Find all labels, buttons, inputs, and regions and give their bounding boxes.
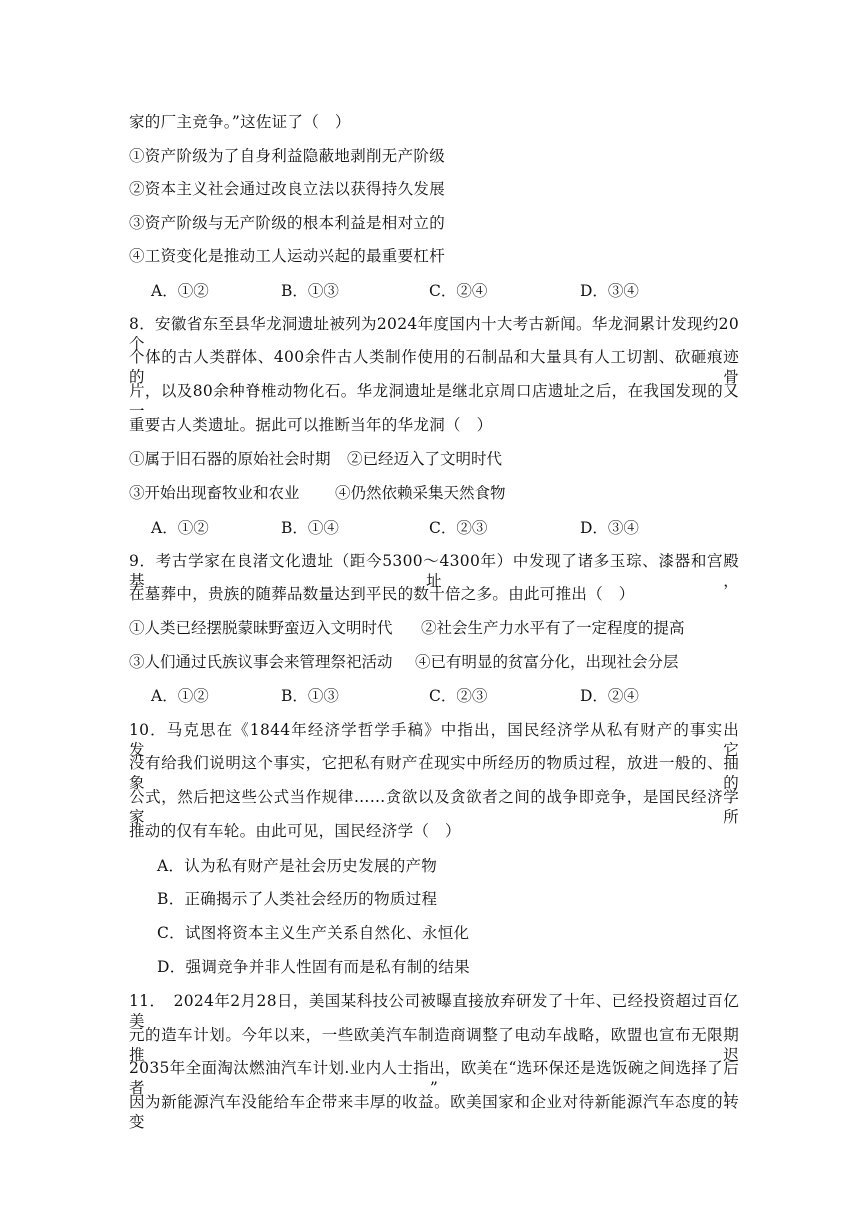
q10-option-d[interactable]: D．强调竞争并非人性固有而是私有制的结果 — [157, 958, 470, 976]
q7-option-d[interactable]: D．③④ — [580, 282, 639, 300]
q11-stem-line-4: 因为新能源汽车没能给车企带来丰厚的收益。欧美国家和企业对待新能源汽车态度的转变 — [129, 1093, 739, 1131]
q9-item-2: ②社会生产力水平有了一定程度的提高 — [421, 619, 685, 637]
q10-option-a[interactable]: A．认为私有财产是社会历史发展的产物 — [157, 857, 438, 875]
q8-options — [151, 518, 739, 538]
q9-option-c[interactable]: C．②③ — [429, 687, 488, 705]
q10-stem-line-3: 公式，然后把这些公式当作规律……贪欲以及贪欲者之间的战争即竞争，是国民经济学家所 — [129, 788, 739, 826]
q8-stem-line-1: 8．安徽省东至县华龙洞遗址被列为2024年度国内十大考古新闻。华龙洞累计发现约20个 — [129, 315, 739, 353]
q7-item-4: ④工资变化是推动工人运动兴起的最重要杠杆 — [129, 247, 446, 265]
q9-items-row-2 — [129, 652, 739, 672]
q9-option-a[interactable]: A．①② — [151, 687, 209, 705]
q8-stem-line-3: 片，以及80余种脊椎动物化石。华龙洞遗址是继北京周口店遗址之后，在我国发现的又一 — [129, 382, 739, 420]
q11-stem-line-1: 11． 2024年2月28日，美国某科技公司被曝直接放弃研发了十年、已经投资超过百亿美 — [129, 992, 739, 1030]
q9-stem-line-1: 9．考古学家在良渚文化遗址（距今5300～4300年）中发现了诸多玉琮、漆器和宫殿基址， — [129, 552, 739, 590]
q8-items-row-1 — [129, 449, 739, 469]
q8-item-3: ③开始出现畜牧业和农业 — [129, 484, 300, 502]
q8-stem-line-4: 重要古人类遗址。据此可以推断当年的华龙洞（ ） — [129, 416, 493, 434]
q9-item-3: ③人们通过氏族议事会来管理祭祀活动 — [129, 653, 393, 671]
q8-item-4: ④仍然依赖采集天然食物 — [335, 484, 506, 502]
q9-option-d[interactable]: D．②④ — [580, 687, 639, 705]
q7-item-1: ①资产阶级为了自身利益隐蔽地剥削无产阶级 — [129, 147, 446, 165]
q7-options — [151, 281, 739, 301]
q8-item-2: ②已经迈入了文明时代 — [347, 450, 503, 468]
q11-stem-line-3: 2035年全面淘汰燃油汽车计划.业内人士指出，欧美在“选环保还是选饭碗之间选择了后者”， — [129, 1059, 739, 1097]
q8-option-a[interactable]: A．①② — [151, 519, 209, 537]
q9-items-row-1 — [129, 618, 739, 638]
q7-option-b[interactable]: B．①③ — [281, 282, 339, 300]
q7-item-2: ②资本主义社会通过改良立法以获得持久发展 — [129, 180, 446, 198]
q8-option-c[interactable]: C．②③ — [429, 519, 488, 537]
q9-options — [151, 686, 739, 706]
q10-stem-line-4: 推动的仅有车轮。由此可见，国民经济学（ ） — [129, 822, 461, 840]
q7-option-c[interactable]: C．②④ — [429, 282, 488, 300]
q9-stem-line-2: 在墓葬中，贵族的随葬品数量达到平民的数十倍之多。由此可推出（ ） — [129, 585, 635, 603]
q9-item-1: ①人类已经摆脱蒙昧野蛮迈入文明时代 — [129, 619, 393, 637]
q10-option-c[interactable]: C．试图将资本主义生产关系自然化、永恒化 — [157, 924, 470, 942]
q10-option-b[interactable]: B．正确揭示了人类社会经历的物质过程 — [157, 890, 438, 908]
q8-option-d[interactable]: D．③④ — [580, 519, 639, 537]
q8-item-1: ①属于旧石器的原始社会时期 — [129, 450, 331, 468]
q9-item-4: ④已有明显的贫富分化，出现社会分层 — [415, 653, 679, 671]
q8-stem-line-2: 个体的古人类群体、400余件古人类制作使用的石制品和大量具有人工切割、砍砸痕迹的骨 — [129, 348, 739, 386]
q7-item-3: ③资产阶级与无产阶级的根本利益是相对立的 — [129, 214, 446, 232]
q9-option-b[interactable]: B．①③ — [281, 687, 339, 705]
q8-items-row-2 — [129, 483, 739, 503]
q8-option-b[interactable]: B．①④ — [281, 519, 339, 537]
q7-continuation: 家的厂主竞争。”这佐证了（ ） — [129, 113, 351, 131]
q7-option-a[interactable]: A．①② — [151, 282, 209, 300]
q10-stem-line-1: 10．马克思在《1844年经济学哲学手稿》中指出，国民经济学从私有财产的事实出发，它 — [129, 721, 739, 759]
q11-stem-line-2: 元的造车计划。今年以来，一些欧美汽车制造商调整了电动车战略，欧盟也宣布无限期推迟 — [129, 1026, 739, 1064]
q10-stem-line-2: 没有给我们说明这个事实，它把私有财产在现实中所经历的物质过程，放进一般的、抽象的 — [129, 754, 739, 792]
